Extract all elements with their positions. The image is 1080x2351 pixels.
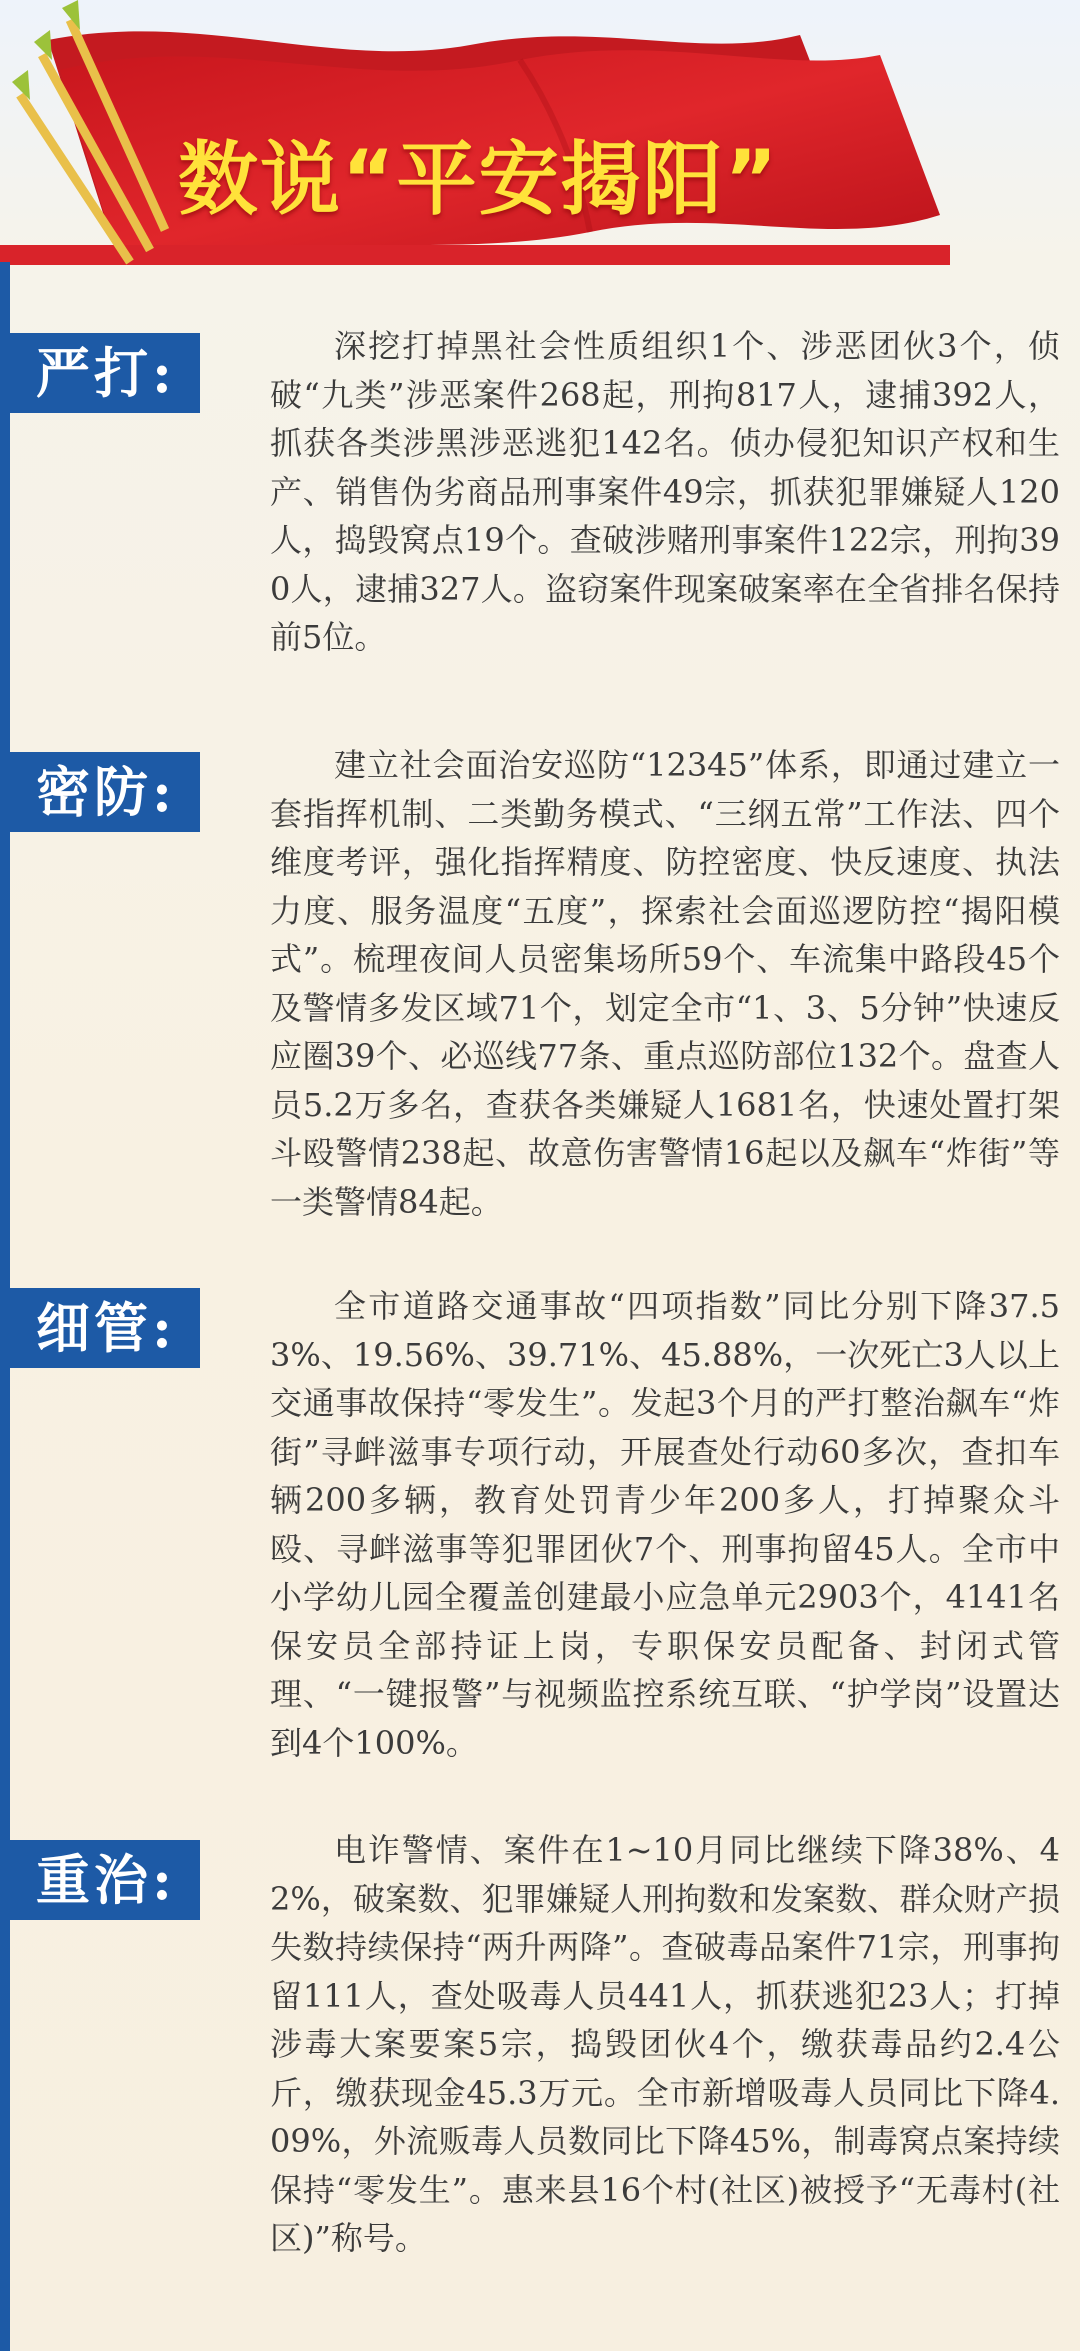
section-text-xiguan: 全市道路交通事故“四项指数”同比分别下降37.53%、19.56%、39.71%、45.88%，一次死亡3人以上交通事故保持“零发生”。发起3个月的严打整治飙车“炸街”寻衅滋事专项行动，开展查处行动60多次，查扣车辆200多辆，教育处罚青少年200多人，打掉聚众斗殴、寻衅滋事等犯罪团伙7个、刑事拘留45人。全市中小学幼儿园全覆盖创建最小应急单元2903个，4141名保安员全部持证上岗，专职保安员配备、封闭式管理、“一键报警”与视频监控系统互联、“护学岗”设置达到4个100%。 bbox=[270, 1287, 1060, 1762]
section-text-mifang: 建立社会面治安巡防“12345”体系，即通过建立一套指挥机制、二类勤务模式、“三纲五常”工作法、四个维度考评，强化指挥精度、防控密度、快反速度、执法力度、服务温度“五度”，探索社会面巡逻防控“揭阳模式”。梳理夜间人员密集场所59个、车流集中路段45个及警情多发区域71个，划定全市“1、3、5分钟”快速反应圈39个、必巡线77条、重点巡防部位132个。盘查人员5.2万多名，查获各类嫌疑人1681名，快速处置打架斗殴警情238起、故意伤害警情16起以及飙车“炸街”等一类警情84起。 bbox=[270, 746, 1060, 1221]
section-text-zhongzhi: 电诈警情、案件在1~10月同比继续下降38%、42%，破案数、犯罪嫌疑人刑拘数和发案数、群众财产损失数持续保持“两升两降”。查破毒品案件71宗，刑事拘留111人，查处吸毒人员441人，抓获逃犯23人；打掉涉毒大案要案5宗，捣毁团伙4个，缴获毒品约2.4公斤，缴获现金45.3万元。全市新增吸毒人员同比下降4.09%，外流贩毒人员数同比下降45%，制毒窝点案持续保持“零发生”。惠来县16个村(社区)被授予“无毒村(社区)”称号。 bbox=[270, 1831, 1060, 2257]
page-title: 数说“平安揭阳” bbox=[178, 133, 780, 226]
section-label-xiguan: 细管: bbox=[0, 1288, 200, 1368]
section-label-zhongzhi: 重治: bbox=[0, 1840, 200, 1920]
section-label-yanda: 严打: bbox=[0, 333, 200, 413]
red-strip bbox=[0, 245, 950, 265]
section-text-yanda: 深挖打掉黑社会性质组织1个、涉恶团伙3个，侦破“九类”涉恶案件268起，刑拘817人，逮捕392人，抓获各类涉黑涉恶逃犯142名。侦办侵犯知识产权和生产、销售伪劣商品刑事案件49宗，抓获犯罪嫌疑人120人，捣毁窝点19个。查破涉赌刑事案件122宗，刑拘390人，逮捕327人。盗窃案件现案破案率在全省排名保持前5位。 bbox=[270, 327, 1060, 656]
section-label-mifang: 密防: bbox=[0, 752, 200, 832]
